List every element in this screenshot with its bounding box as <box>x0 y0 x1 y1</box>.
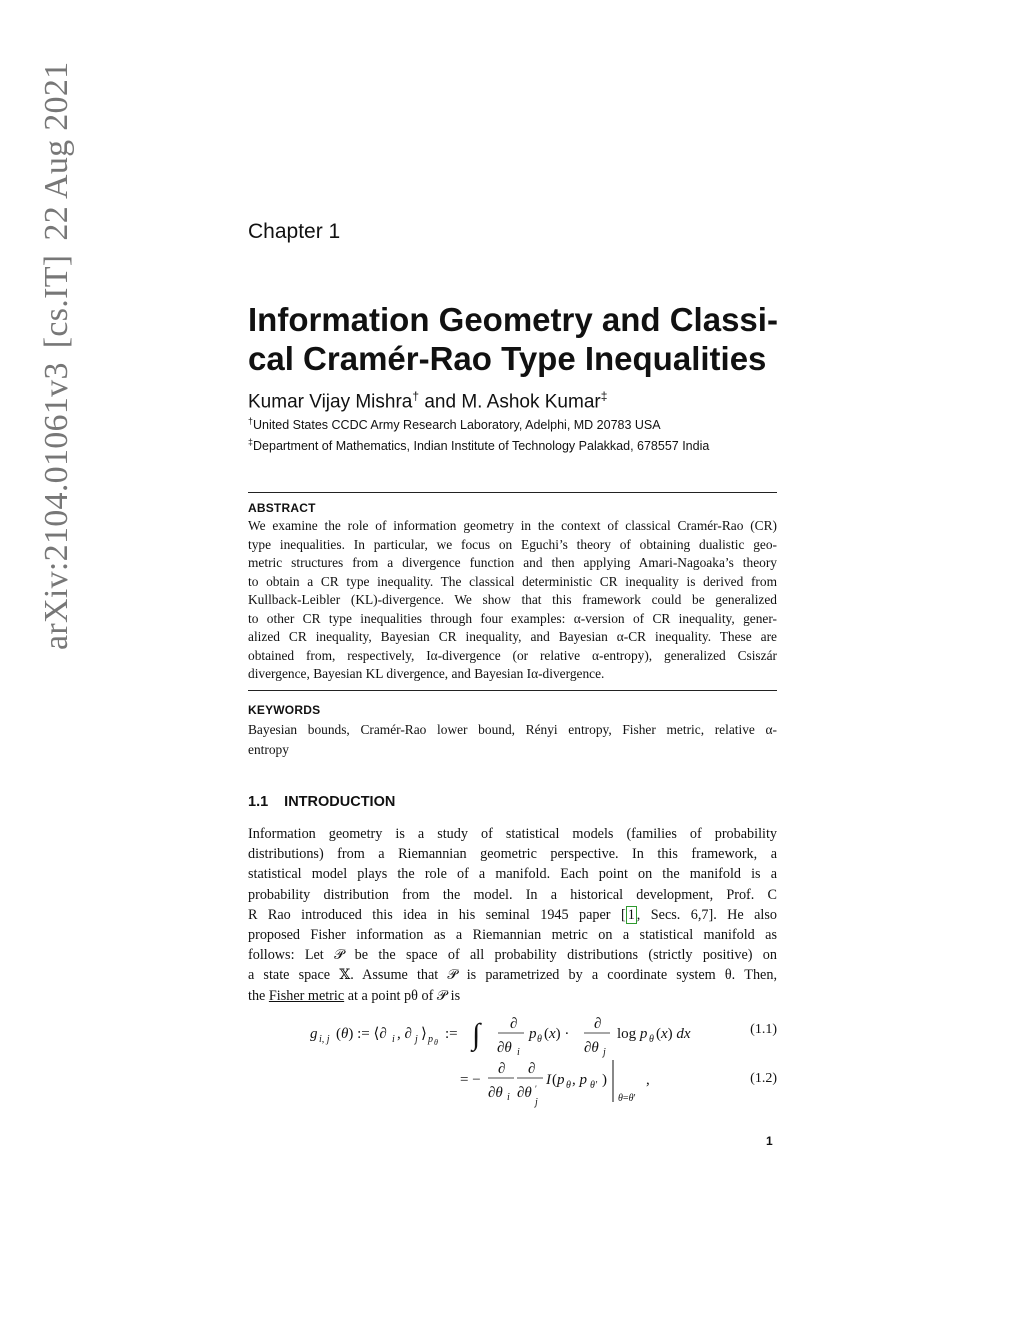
abstract-line: to obtain a CR type inequality. The classical deterministic CR inequality is derived from <box>248 573 777 589</box>
svg-text:θ: θ <box>434 1038 438 1047</box>
intro-line: follows: Let 𝒫 be the space of all probability distributions (strictly positive) on <box>248 947 777 964</box>
svg-text:θ: θ <box>566 1080 571 1091</box>
svg-text:(p: (p <box>552 1072 565 1088</box>
abstract-body <box>248 517 777 684</box>
abstract-line: metric structures from a divergence function and then applying Amari-Nagoaka’s theory <box>248 555 777 570</box>
svg-text:j: j <box>535 1097 538 1108</box>
abstract-line: divergence, Bayesian KL divergence, and Bayesian Iα-divergence. <box>248 666 605 681</box>
divider <box>248 492 777 493</box>
svg-text:i: i <box>392 1034 395 1045</box>
page-number: 1 <box>766 1134 773 1148</box>
affiliation-mark: † <box>248 416 254 426</box>
title-line-1: Information Geometry and Classi- <box>248 301 778 338</box>
svg-text:∂: ∂ <box>528 1061 536 1077</box>
svg-text:= −: = − <box>460 1072 481 1088</box>
keywords-line: entropy <box>248 742 289 757</box>
paper-title <box>248 300 788 378</box>
svg-text::=: := <box>445 1026 458 1042</box>
affiliation-mark: ‡ <box>248 437 254 447</box>
affiliation-text: United States CCDC Army Research Laboratory, Adelphi, MD 20783 USA <box>253 418 661 433</box>
title-line-2: cal Cramér-Rao Type Inequalities <box>248 340 767 377</box>
arxiv-date: 22 Aug 2021 <box>38 61 75 241</box>
svg-text:θ=θ′: θ=θ′ <box>618 1093 636 1104</box>
abstract-line: We examine the role of information geometry in the context of classical Cramér-Rao (CR) <box>248 518 777 533</box>
intro-line: proposed Fisher information as a Riemannian metric on a statistical manifold as <box>248 927 777 944</box>
affiliation-text: Department of Mathematics, Indian Institute of Technology Palakkad, 678557 India <box>253 439 710 454</box>
svg-text:i: i <box>507 1092 510 1103</box>
keywords-line: Bayesian bounds, Cramér-Rao lower bound, Rényi entropy, Fisher metric, relative α- <box>248 722 777 737</box>
equation-1-1 <box>300 1008 720 1060</box>
svg-text:p: p <box>529 1026 537 1042</box>
author-name: Kumar Vijay Mishra <box>248 391 413 413</box>
svg-text:g: g <box>310 1026 318 1042</box>
citation-link[interactable]: 1 <box>627 906 635 923</box>
abstract-line: type inequalities. In particular, we focus on Eguchi’s theory of obtaining dualistic geo- <box>248 536 777 552</box>
intro-line: a state space 𝕏. Assume that 𝒫 is parametrized by a coordinate system θ. Then, <box>248 967 777 984</box>
author-mark: † <box>412 389 420 403</box>
svg-text:, ∂: , ∂ <box>397 1026 412 1042</box>
svg-text:∂θ: ∂θ <box>584 1040 599 1056</box>
intro-line: statistical model plays the role of a manifold. Each point on the manifold is a <box>248 866 777 883</box>
section-title: INTRODUCTION <box>284 794 396 810</box>
svg-text:∂: ∂ <box>510 1016 518 1032</box>
arxiv-stamp <box>38 48 76 650</box>
svg-text:∂θ: ∂θ <box>517 1085 532 1101</box>
equation-number: (1.1) <box>750 1022 777 1037</box>
abstract-line: obtained from, respectively, Iα-divergence (or relative α-entropy), generalized Csiszár <box>248 647 777 663</box>
keywords-heading: KEYWORDS <box>248 703 321 717</box>
svg-text:j: j <box>415 1034 418 1045</box>
intro-line: distributions) from a Riemannian geometric perspective. In this framework, a <box>248 846 777 863</box>
svg-text:): ) <box>602 1072 607 1088</box>
svg-text:∂θ: ∂θ <box>488 1085 503 1101</box>
svg-text:(x) ·: (x) · <box>544 1026 570 1042</box>
svg-text:θ: θ <box>649 1034 654 1045</box>
svg-text:j: j <box>603 1047 606 1058</box>
svg-text:θ′: θ′ <box>590 1080 598 1091</box>
svg-text:∂θ: ∂θ <box>497 1040 512 1056</box>
svg-text:(θ) := ⟨∂: (θ) := ⟨∂ <box>336 1026 387 1042</box>
author-list <box>248 389 607 413</box>
affiliation <box>248 416 661 432</box>
author-connector: and <box>419 391 462 413</box>
intro-line: Information geometry is a study of statistical models (families of probability <box>248 826 777 842</box>
intro-line: probability distribution from the model. In a historical development, Prof. C <box>248 886 777 903</box>
equation-number: (1.2) <box>750 1071 777 1086</box>
abstract-line: to other CR type inequalities through four examples: α-version of CR inequality, gener- <box>248 610 777 626</box>
divider <box>248 690 777 691</box>
svg-text:θ: θ <box>537 1034 542 1045</box>
arxiv-category: [cs.IT] <box>38 254 75 349</box>
abstract-heading: ABSTRACT <box>248 501 316 515</box>
intro-line: R Rao introduced this idea in his seminal 1945 paper [ 1 , Secs. 6,7]. He also <box>248 906 777 923</box>
svg-text:i: i <box>517 1047 520 1058</box>
abstract-line: Kullback-Leibler (KL)-divergence. We show that this framework could be generalized <box>248 592 777 607</box>
section-number: 1.1 <box>248 794 269 810</box>
svg-text:∂: ∂ <box>498 1061 506 1077</box>
chapter-label: Chapter 1 <box>248 220 341 243</box>
svg-text:log p: log p <box>617 1026 648 1042</box>
svg-text:⟩: ⟩ <box>421 1026 427 1042</box>
arxiv-id: arXiv:2104.01061v3 <box>38 362 75 650</box>
affiliation <box>248 437 709 453</box>
svg-text:I: I <box>546 1072 551 1088</box>
author-name: M. Ashok Kumar <box>461 391 601 413</box>
svg-text:p: p <box>428 1034 433 1045</box>
author-mark: ‡ <box>600 389 608 403</box>
introduction-body <box>248 824 777 1006</box>
abstract-line: alized CR inequality, Bayesian CR inequality, and Bayesian α-CR inequality. These are <box>248 629 777 644</box>
keywords-body <box>248 720 777 760</box>
svg-text:,: , <box>646 1072 650 1088</box>
intro-line: the Fisher metric at a point pθ of 𝒫 is <box>248 987 461 1004</box>
svg-text:(x) dx: (x) dx <box>656 1026 691 1042</box>
equation-1-2 <box>450 1056 680 1112</box>
section-heading <box>248 794 395 810</box>
svg-text:, p: , p <box>572 1072 587 1088</box>
svg-text:∫: ∫ <box>472 1018 481 1051</box>
svg-text:∂: ∂ <box>594 1016 602 1032</box>
svg-text:i, j: i, j <box>319 1034 330 1045</box>
fisher-metric-link[interactable]: Fisher metric <box>268 987 345 1004</box>
svg-text:′: ′ <box>535 1084 537 1094</box>
